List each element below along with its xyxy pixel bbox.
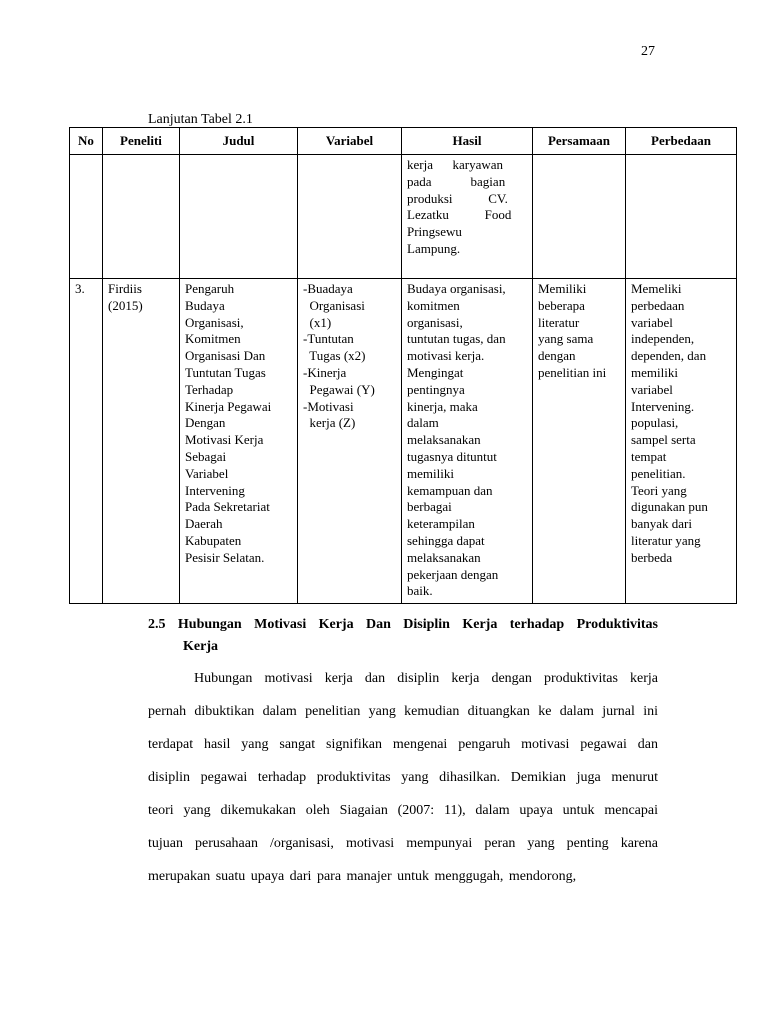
variabel-line: Organisasi: [303, 297, 365, 313]
peneliti-line: (2015): [108, 297, 143, 313]
cell-perbedaan: [626, 155, 737, 279]
perbedaan-line: digunakan pun: [631, 499, 708, 515]
body-paragraph: [148, 662, 658, 893]
hasil-line: kerja karyawan: [407, 157, 504, 172]
cell-hasil: [402, 155, 533, 279]
perbedaan-line: variabel: [631, 314, 673, 330]
persamaan-line: penelitian ini: [538, 364, 607, 380]
cell-perbedaan: [626, 279, 737, 604]
judul-line: Terhadap: [185, 381, 234, 397]
cell-judul: [180, 155, 298, 279]
hasil-line: Budaya organisasi,: [407, 281, 506, 296]
table-row-continued: [70, 155, 737, 279]
header-judul: Judul: [180, 128, 298, 155]
header-persamaan: Persamaan: [533, 128, 626, 155]
section-heading-line: Kerja: [183, 639, 218, 654]
persamaan-line: literatur: [538, 314, 580, 330]
hasil-line: produksi CV.: [407, 190, 508, 206]
section-heading-line: 2.5 Hubungan Motivasi Kerja Dan Disiplin Kerja terhadap Produktivitas: [148, 617, 658, 632]
judul-line: Sebagai: [185, 448, 227, 464]
variabel-line: kerja (Z): [303, 415, 356, 431]
persamaan-line: beberapa: [538, 297, 585, 313]
paragraph-line: pernah dibuktikan dalam penelitian yang kemudian dituangkan ke dalam jurnal ini: [148, 704, 658, 719]
hasil-line: kemampuan dan: [407, 482, 493, 498]
paragraph-line: teori yang dikemukakan oleh Siagaian (2007: 11), dalam upaya untuk mencapai: [148, 803, 658, 818]
cell-hasil: [402, 279, 533, 604]
judul-line: Komitmen: [185, 331, 241, 347]
perbedaan-line: memiliki: [631, 364, 678, 380]
variabel-line: -Buadaya: [303, 281, 353, 296]
variabel-line: -Tuntutan: [303, 331, 354, 347]
literature-table: [69, 127, 737, 604]
hasil-line: Mengingat: [407, 364, 464, 380]
cell-variabel: [298, 155, 402, 279]
cell-peneliti: [103, 155, 180, 279]
perbedaan-line: berbeda: [631, 549, 673, 565]
hasil-line: tuntutan tugas, dan: [407, 331, 506, 347]
perbedaan-line: perbedaan: [631, 297, 685, 313]
judul-line: Organisasi,: [185, 314, 244, 330]
cell-peneliti: [103, 279, 180, 604]
paragraph-line: merupakan suatu upaya dari para manajer untuk menggugah, mendorong,: [148, 869, 577, 884]
perbedaan-line: Teori yang: [631, 482, 687, 498]
perbedaan-line: Intervening.: [631, 398, 695, 414]
judul-line: Kabupaten: [185, 532, 242, 548]
persamaan-line: Memiliki: [538, 281, 587, 296]
judul-line: Pesisir Selatan.: [185, 549, 265, 565]
hasil-line: Lampung.: [407, 240, 461, 256]
header-hasil: Hasil: [402, 128, 533, 155]
hasil-line: organisasi,: [407, 314, 463, 330]
hasil-line: pada bagian: [407, 173, 506, 189]
hasil-line: pekerjaan dengan: [407, 566, 499, 582]
perbedaan-line: literatur yang: [631, 532, 701, 548]
hasil-line: memiliki: [407, 465, 454, 481]
cell-persamaan: [533, 155, 626, 279]
hasil-line: pentingnya: [407, 381, 465, 397]
persamaan-line: yang sama: [538, 331, 594, 347]
variabel-line: Tugas (x2): [303, 348, 366, 364]
hasil-line: sehingga dapat: [407, 532, 485, 548]
hasil-line: motivasi kerja.: [407, 348, 485, 364]
paragraph-line: Hubungan motivasi kerja dan disiplin kerja dengan produktivitas kerja: [194, 671, 658, 686]
hasil-line: dalam: [407, 415, 439, 431]
peneliti-line: Firdiis: [108, 281, 142, 296]
perbedaan-line: Memeliki: [631, 281, 682, 296]
hasil-line: Pringsewu: [407, 224, 462, 240]
judul-line: Pengaruh: [185, 281, 235, 296]
hasil-line: Lezatku Food: [407, 207, 512, 223]
variabel-line: (x1): [303, 314, 332, 330]
cell-variabel: [298, 279, 402, 604]
judul-line: Kinerja Pegawai: [185, 398, 272, 414]
hasil-line: baik.: [407, 583, 433, 599]
section-heading: [148, 614, 658, 658]
table-row-3: [70, 279, 737, 604]
judul-line: Dengan: [185, 415, 226, 431]
judul-line: Budaya: [185, 297, 225, 313]
hasil-line: tugasnya dituntut: [407, 448, 497, 464]
judul-line: Pada Sekretariat: [185, 499, 270, 515]
perbedaan-line: banyak dari: [631, 516, 693, 532]
judul-line: Motivasi Kerja: [185, 432, 264, 448]
perbedaan-line: variabel: [631, 381, 673, 397]
perbedaan-line: independen,: [631, 331, 695, 347]
cell-judul: [180, 279, 298, 604]
persamaan-line: dengan: [538, 348, 576, 364]
judul-line: Tuntutan Tugas: [185, 364, 266, 380]
judul-line: Intervening: [185, 482, 245, 498]
judul-line: Organisasi Dan: [185, 348, 266, 364]
cell-persamaan: [533, 279, 626, 604]
perbedaan-line: sampel serta: [631, 432, 696, 448]
variabel-line: -Motivasi: [303, 398, 354, 414]
paragraph-line: disiplin pegawai terhadap produktivitas yang dihasilkan. Demikian juga menurut: [148, 770, 658, 785]
header-no: No: [70, 128, 103, 155]
perbedaan-line: populasi,: [631, 415, 679, 431]
cell-no: [70, 155, 103, 279]
header-perbedaan: Perbedaan: [626, 128, 737, 155]
hasil-line: komitmen: [407, 297, 460, 313]
page-number: 27: [641, 44, 655, 59]
paragraph-line: terdapat hasil yang sangat signifikan mengenai pengaruh motivasi pegawai dan: [148, 737, 658, 752]
hasil-line: keterampilan: [407, 516, 475, 532]
table-caption: Lanjutan Tabel 2.1: [148, 112, 253, 127]
variabel-line: Pegawai (Y): [303, 381, 375, 397]
header-peneliti: Peneliti: [103, 128, 180, 155]
table-header-row: [70, 128, 737, 155]
perbedaan-line: tempat: [631, 448, 667, 464]
hasil-line: berbagai: [407, 499, 452, 515]
judul-line: Daerah: [185, 516, 223, 532]
header-variabel: Variabel: [298, 128, 402, 155]
variabel-line: -Kinerja: [303, 364, 347, 380]
perbedaan-line: dependen, dan: [631, 348, 707, 364]
hasil-line: kinerja, maka: [407, 398, 478, 414]
paragraph-line: tujuan perusahaan /organisasi, motivasi mempunyai peran yang penting karena: [148, 836, 658, 851]
hasil-line: melaksanakan: [407, 432, 481, 448]
judul-line: Variabel: [185, 465, 229, 481]
cell-no: 3.: [70, 279, 103, 604]
hasil-line: melaksanakan: [407, 549, 481, 565]
perbedaan-line: penelitian.: [631, 465, 686, 481]
